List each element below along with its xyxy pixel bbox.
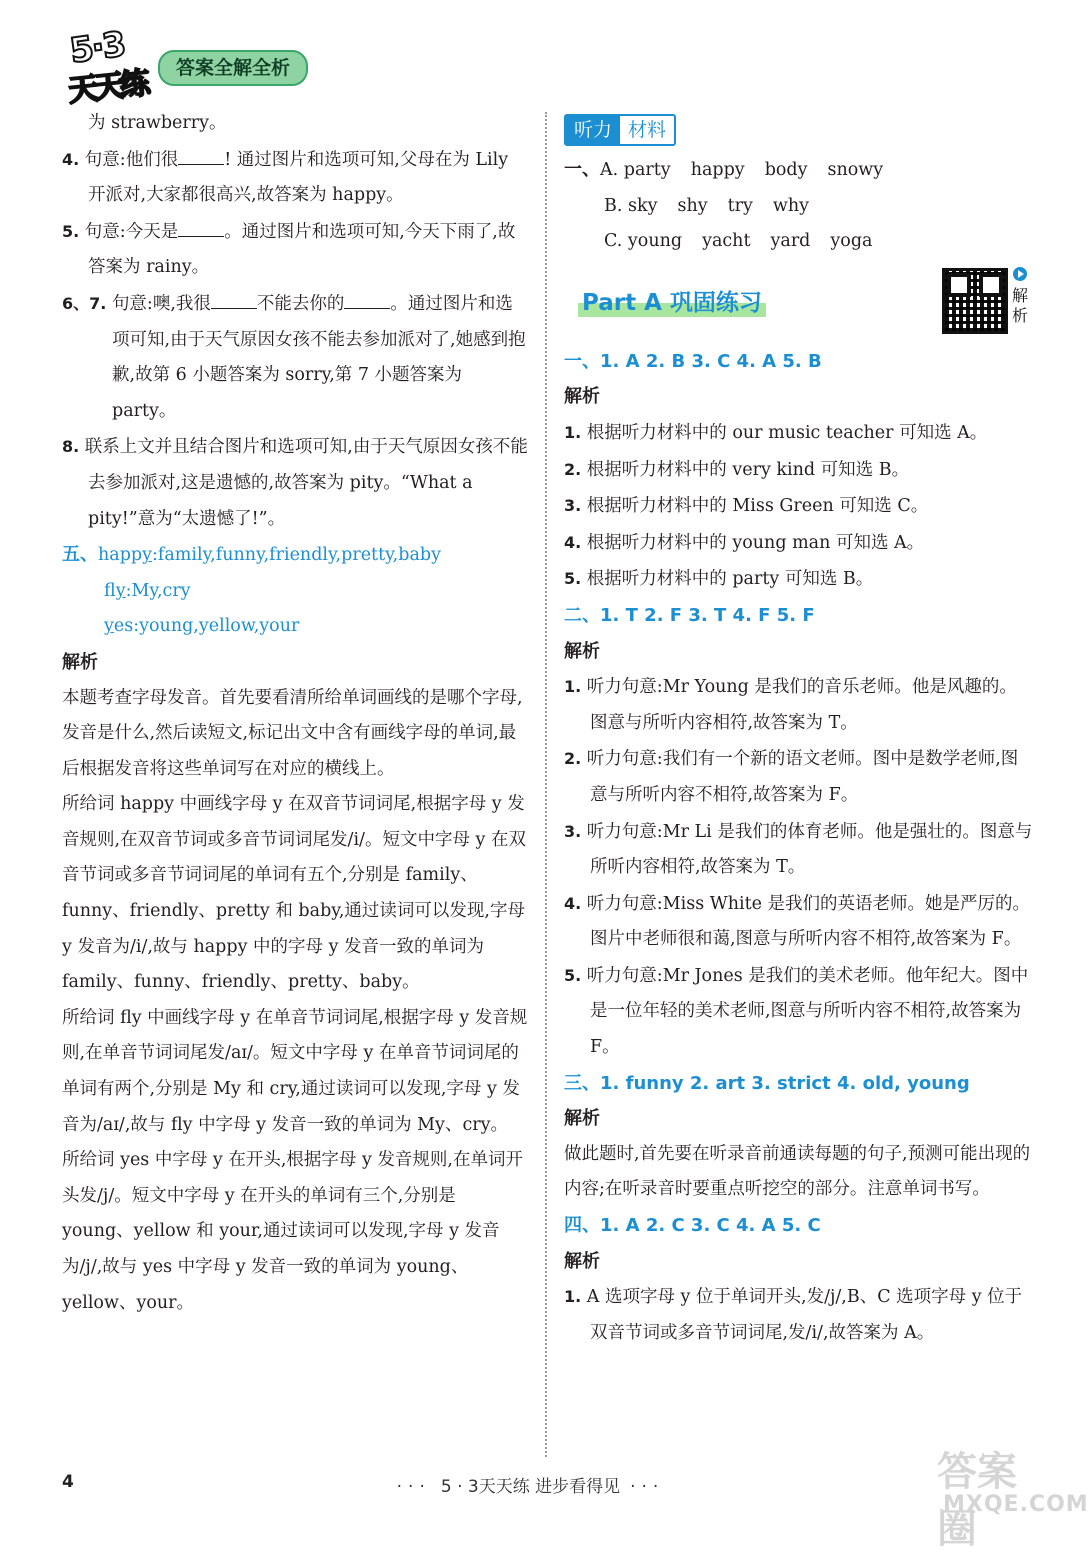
item-text: 听力句意:Mr Jones 是我们的美术老师。他年纪大。图中是一位年轻的美术老师,图意与所听内容不相符,故答案为 F。 (586, 965, 1029, 1058)
item-number: 1. (564, 677, 582, 697)
q5-text-b: 。通过图片和选项可知,今天下雨了,故答案为 rainy。 (88, 221, 516, 278)
word: A. party (600, 160, 671, 180)
word: shy (677, 195, 708, 216)
section-3-analysis: 做此题时,首先要在听录音前通读每题的句子,预测可能出现的内容;在听录音时要重点听挖空的部分。注意单词书写。 (564, 1143, 1031, 1200)
item-number: 4. (564, 532, 582, 552)
word: yard (770, 231, 811, 252)
s5-words-j: es:young,yellow,your (113, 616, 300, 637)
page-header (62, 24, 362, 109)
word: snowy (827, 160, 884, 180)
item-text: A 选项字母 y 位于单词开头,发/j/,B、C 选项字母 y 位于双音节词或多音节词词尾,发/i/,故答案为 A。 (586, 1287, 1023, 1343)
analysis-heading: 解析 (564, 1250, 600, 1272)
header-badge: 答案全解全析 (158, 50, 308, 86)
item-number: 3. (564, 496, 582, 516)
item-text: 根据听力材料中的 young man 可知选 A。 (586, 532, 925, 553)
section-1-answers: 一、1. A 2. B 3. C 4. A 5. B (564, 350, 822, 372)
q67-number: 6、7. (62, 293, 107, 313)
s5-words-ai: :My,cry (125, 580, 191, 601)
q4-text-b: ! 通过图片和选项可知,父母在为 Lily 开派对,大家都很高兴,故答案为 happy。 (88, 149, 509, 206)
blank-line (211, 290, 257, 309)
continued-text: 为 strawberry。 (88, 113, 227, 133)
section-4-answers: 四、1. A 2. C 3. C 4. A 5. C (564, 1215, 821, 1237)
underlined-letter: y (104, 616, 114, 637)
qr-analysis-label (1010, 266, 1030, 326)
blank-line (344, 290, 390, 309)
q67-text-b: 不能去你的 (256, 293, 345, 314)
q4-text-a: 句意:他们很 (84, 149, 179, 170)
s5-words-i: :family,funny,friendly,pretty,baby (152, 545, 441, 566)
item-text: 根据听力材料中的 Miss Green 可知选 C。 (586, 496, 929, 517)
q5-text-a: 句意:今天是 (84, 221, 179, 242)
item-number: 1. (564, 422, 582, 442)
q8-number: 8. (62, 437, 80, 457)
blank-line (178, 218, 224, 237)
q67-text-a: 句意:噢,我很 (111, 293, 211, 314)
analysis-para-1: 本题考查字母发音。首先要看清所给单词画线的是哪个字母,发音是什么,然后读短文,标记出文中含有画线字母的单词,最后根据发音将这些单词写在对应的横线上。 (62, 687, 523, 779)
word-row-b (604, 189, 829, 225)
slogan-text: 5 · 3天天练 进步看得见 (440, 1477, 621, 1497)
item-text: 听力句意:Mr Li 是我们的体育老师。他是强壮的。图意与所听内容相符,故答案为 T。 (586, 821, 1033, 878)
play-icon (1013, 267, 1027, 281)
item-text: 根据听力材料中的 our music teacher 可知选 A。 (586, 422, 988, 443)
tag-part-b: 材料 (628, 119, 667, 141)
item-number: 5. (564, 965, 582, 985)
analysis-heading: 解析 (564, 640, 600, 662)
section-3-answers: 三、1. funny 2. art 3. strict 4. old, young (564, 1072, 970, 1094)
logo-text: 天天练 (66, 66, 148, 109)
analysis-heading: 解析 (62, 651, 98, 673)
answer-q4 (62, 142, 528, 214)
s5-word-fly: fl (104, 580, 116, 601)
item-text: 根据听力材料中的 very kind 可知选 B。 (586, 459, 910, 480)
word: yoga (830, 231, 873, 252)
word-row-a (600, 153, 903, 189)
answer-q5 (62, 214, 528, 286)
answer-q8 (62, 429, 528, 537)
q4-number: 4. (62, 149, 80, 169)
section-4-analysis (564, 1279, 1034, 1351)
part-a-title: Part A 巩固练习 (578, 284, 766, 317)
item-number: 2. (564, 459, 582, 479)
qr-code-icon[interactable] (942, 268, 1008, 334)
item-number: 2. (564, 749, 582, 769)
item-number: 5. (564, 569, 582, 589)
analysis-para-4: 所给词 yes 中字母 y 在开头,根据字母 y 发音规则,在单词开头发/j/。短文中字母 y 在开头的单词有三个,分别是 young、yellow 和 your,通过读词可以发现,字母 y 发音为/j/,故与 yes 中字母 y 发音一致的单词为 young、yellow、your。 (62, 1150, 523, 1313)
q8-text: 联系上文并且结合图片和选项可知,由于天气原因女孩不能去参加派对,这是遗憾的,故答案为 pity。“What a pity!”意为“太遗憾了!”。 (84, 437, 528, 529)
item-text: 听力句意:我们有一个新的语文老师。图中是数学老师,图意与所听内容不相符,故答案为 F。 (586, 749, 1019, 805)
page-number: 4 (62, 1472, 74, 1492)
word: happy (690, 160, 745, 180)
analysis-heading: 解析 (564, 386, 600, 408)
watermark-bottom: MXQE.COM (943, 1492, 1089, 1517)
section-5-answers (62, 537, 528, 645)
q67-text-c: 。通过图片和选项可知,由于天气原因女孩不能去参加派对了,她感到抱歉,故第 6 小题答案为 sorry,第 7 小题答案为 party。 (112, 293, 526, 421)
logo-number: 5·3 (67, 24, 127, 72)
answer-q6-7 (62, 286, 528, 429)
item-number: 3. (564, 821, 582, 841)
watermark-logo (937, 1440, 1089, 1552)
item-text: 听力句意:Miss White 是我们的英语老师。她是严厉的。图片中老师很和蔼,图意与所听内容不相符,故答案为 F。 (586, 893, 1031, 950)
section-2-analysis (564, 669, 1034, 1066)
item-text: 根据听力材料中的 party 可知选 B。 (586, 569, 874, 590)
word: try (727, 195, 753, 216)
section-5-label: 五、 (62, 544, 98, 566)
column-divider (545, 112, 547, 1457)
section-2-answers: 二、1. T 2. F 3. T 4. F 5. F (564, 604, 815, 626)
left-column (62, 106, 528, 1321)
underlined-letter: y (115, 580, 126, 601)
listening-material-tag (564, 114, 676, 146)
item-text: 听力句意:Mr Young 是我们的音乐老师。他是风趣的。图意与所听内容相符,故答案为 T。 (586, 677, 1017, 733)
q5-number: 5. (62, 221, 80, 241)
word: body (764, 160, 808, 180)
word: yacht (702, 231, 751, 252)
s5-word-happy: happ (98, 545, 143, 566)
listening-words (564, 152, 1034, 260)
brand-logo (62, 24, 154, 109)
dots-left: ··· (396, 1477, 431, 1497)
section-1-label: 一、 (564, 159, 600, 180)
footer-slogan (0, 1472, 1061, 1497)
word: C. young (604, 231, 683, 252)
analysis-para-2: 所给词 happy 中画线字母 y 在双音节词词尾,根据字母 y 发音规则,在双音节词或多音节词词尾发/i/。短文中字母 y 在双音节词或多音节词词尾的单词有五个,分别是 family、funny、friendly、pretty 和 baby,通过读词可以发现,字母 y 发音为/i/,故与 happy 中的字母 y 发音一致的单词为 family、funny、friendly、pretty、baby。 (62, 794, 526, 993)
word-row-c (604, 224, 892, 260)
right-column (564, 110, 1034, 1351)
word: B. sky (604, 195, 658, 216)
tag-part-a: 听力 (566, 116, 620, 144)
word: why (772, 195, 810, 216)
analysis-para-3: 所给词 fly 中画线字母 y 在单音节词词尾,根据字母 y 发音规则,在单音节词词尾发/aɪ/。短文中字母 y 在单音节词词尾的单词有两个,分别是 My 和 cry,通过读词可以发现,字母 y 发音为/aɪ/,故与 fly 中字母 y 发音一致的单词为 My、cry。 (62, 1007, 528, 1135)
analysis-heading: 解析 (564, 1108, 600, 1130)
item-number: 1. (564, 1287, 582, 1307)
underlined-letter: y (142, 545, 152, 566)
blank-line (178, 146, 224, 165)
section-1-analysis (564, 415, 1034, 598)
qr-label-text: 解析 (1011, 285, 1028, 325)
item-number: 4. (564, 893, 582, 913)
dots-right: ··· (630, 1477, 665, 1497)
watermark-top: 答案圈 (937, 1449, 1017, 1552)
part-a-banner (564, 266, 1034, 344)
